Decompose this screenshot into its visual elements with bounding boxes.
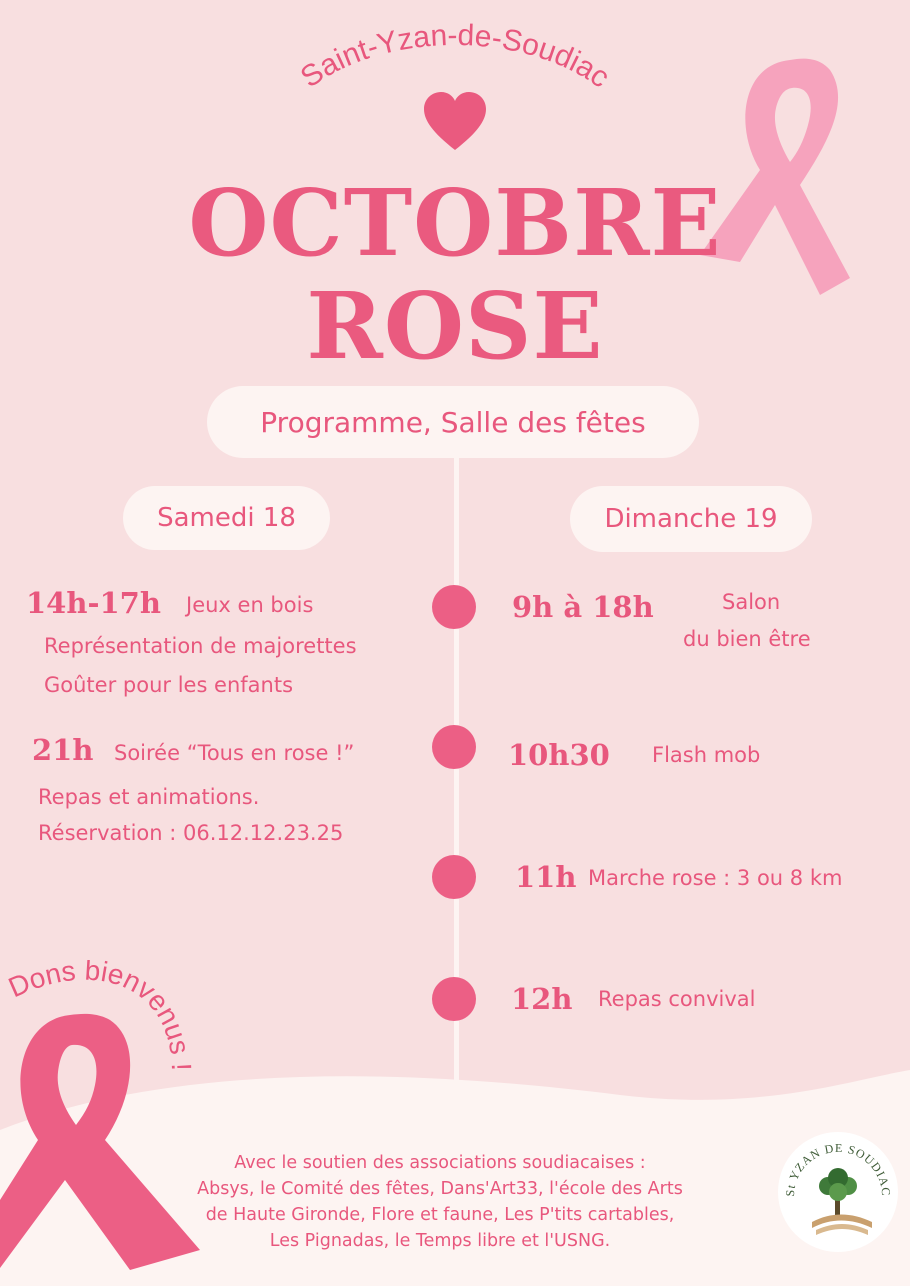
timeline-dot-2 <box>432 725 476 769</box>
programme-label: Programme, Salle des fêtes <box>207 386 699 458</box>
saturday-event-1-line-3: Goûter pour les enfants <box>44 673 294 697</box>
svg-text:Saint-Yzan-de-Soudiac <box>295 20 616 94</box>
sunday-event-3-line-1: Marche rose : 3 ou 8 km <box>588 866 843 890</box>
town-name: Saint-Yzan-de-Soudiac <box>294 20 616 95</box>
sunday-event-1-line-1: Salon <box>722 590 781 614</box>
timeline-dot-4 <box>432 977 476 1021</box>
sponsors-line-3: de Haute Gironde, Flore et faune, Les P'tits cartables, <box>205 1205 675 1225</box>
saturday-event-2-line-1: Soirée “Tous en rose !” <box>114 741 355 765</box>
sunday-event-3-time: 11h <box>515 860 577 894</box>
logo-text: St YZAN DE SOUDIAC <box>782 1140 894 1197</box>
sponsors-line-1: Avec le soutien des associations soudiacaises : <box>234 1153 646 1173</box>
saturday-event-1-time: 14h-17h <box>26 586 161 620</box>
timeline-line <box>454 455 459 1125</box>
day-label-sunday: Dimanche 19 <box>570 486 812 552</box>
town-logo <box>776 1130 900 1254</box>
saturday-event-1-line-2: Représentation de majorettes <box>44 634 357 658</box>
title-line-1: OCTOBRE <box>188 169 722 277</box>
donations-arc <box>0 960 210 1160</box>
heart-icon <box>422 90 488 154</box>
sunday-event-2-time: 10h30 <box>508 738 610 772</box>
sunday-event-4-time: 12h <box>511 982 573 1016</box>
sponsors-line-4: Les Pignadas, le Temps libre et l'USNG. <box>269 1231 611 1251</box>
sponsors-block <box>175 1150 705 1254</box>
day-label-saturday: Samedi 18 <box>123 486 330 550</box>
svg-text:Dons bienvenus ! <box>4 960 197 1071</box>
timeline-dot-3 <box>432 855 476 899</box>
saturday-event-2-line-2: Repas et animations. <box>38 785 260 809</box>
title-line-2: ROSE <box>306 272 604 380</box>
saturday-event-1-line-1: Jeux en bois <box>186 593 314 617</box>
timeline-dot-1 <box>432 585 476 629</box>
sunday-event-2-line-1: Flash mob <box>652 743 761 767</box>
saturday-event-2-line-3: Réservation : 06.12.12.23.25 <box>38 821 344 845</box>
saturday-event-2-time: 21h <box>32 733 94 767</box>
sunday-event-4-line-1: Repas convival <box>598 987 756 1011</box>
sponsors-line-2: Absys, le Comité des fêtes, Dans'Art33, l'école des Arts <box>197 1179 683 1199</box>
sunday-event-1-line-2: du bien être <box>683 627 811 651</box>
donations-text: Dons bienvenus ! <box>3 960 198 1072</box>
sunday-event-1-time: 9h à 18h <box>512 590 654 624</box>
